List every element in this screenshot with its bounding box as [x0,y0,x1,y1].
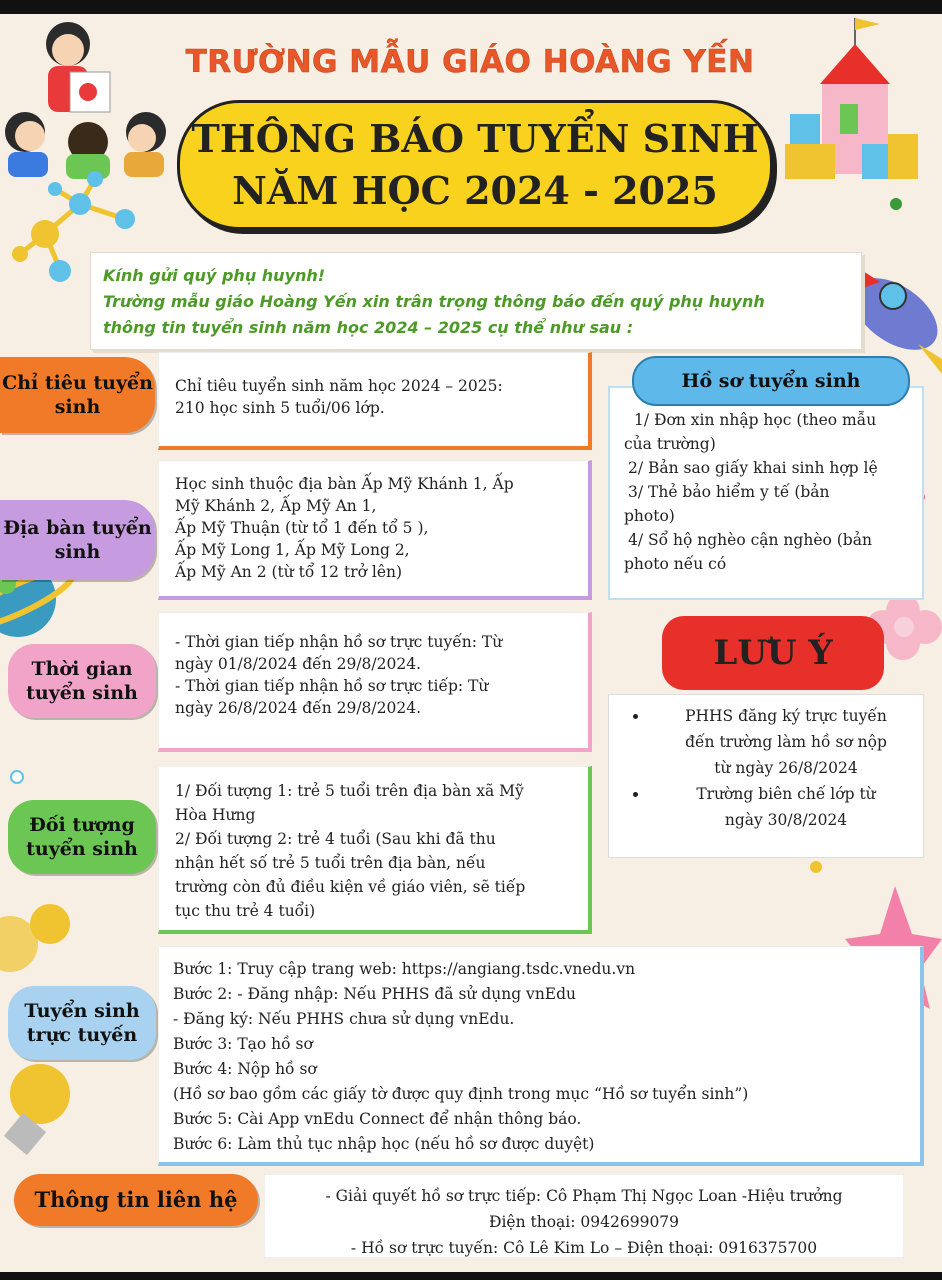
greeting-line-1: Kính gửi quý phụ huynh! [103,266,326,285]
label-dia-ban: Địa bàn tuyển sinh [0,500,155,580]
castle-decoration [785,18,918,179]
box-dia-ban: Học sinh thuộc địa bàn Ấp Mỹ Khánh 1, Ấp Mỹ Khánh 2, Ấp Mỹ An 1, Ấp Mỹ Thuận (từ tổ 1 đến tổ 5 ), Ấp Mỹ Long 1, Ấp Mỹ Long 2, Ấp Mỹ An 2 (từ tổ 12 trở lên) [158,460,592,600]
luu-y-header: LƯU Ý [662,616,884,690]
luu-y-item-1: • PHHS đăng ký trực tuyến đến trường làm hồ sơ nộp từ ngày 26/8/2024 [649,703,923,781]
label-chi-tieu: Chỉ tiêu tuyển sinh [0,357,155,433]
box-doi-tuong: 1/ Đối tượng 1: trẻ 5 tuổi trên địa bàn xã Mỹ Hòa Hưng 2/ Đối tượng 2: trẻ 4 tuổi (Sau khi đã thu nhận hết số trẻ 5 tuổi trên địa bàn, nếu trường còn đủ điều kiện về giáo viên, sẽ tiếp tục thu trẻ 4 tuổi) [158,766,592,934]
title-banner [177,100,773,230]
box-ho-so: 1/ Đơn xin nhập học (theo mẫu của trường) 2/ Bản sao giấy khai sinh hợp lệ 3/ Thẻ bảo hiểm y tế (bản photo) 4/ Sổ hộ nghèo cận nghèo (bản photo nếu có [608,386,924,600]
box-thoi-gian: - Thời gian tiếp nhận hồ sơ trực tuyến: Từ ngày 01/8/2024 đến 29/8/2024. - Thời gian tiếp nhận hồ sơ trực tiếp: Từ ngày 26/8/2024 đến 29/8/2024. [158,612,592,752]
greeting-box [90,252,862,350]
lightbulb-decoration [4,1064,70,1155]
label-thoi-gian: Thời gian tuyển sinh [8,644,156,718]
box-luu-y [608,694,924,858]
poster [0,14,942,1272]
greeting-line-2: Trường mẫu giáo Hoàng Yến xin trân trọng thông báo đến quý phụ huynh [103,292,765,311]
box-truc-tuyen: Bước 1: Truy cập trang web: https://angiang.tsdc.vnedu.vn Bước 2: - Đăng nhập: Nếu PHHS đã sử dụng vnEdu - Đăng ký: Nếu PHHS chưa sử dụng vnEdu. Bước 3: Tạo hồ sơ Bước 4: Nộp hồ sơ (Hồ sơ bao gồm các giấy tờ được quy định trong mục “Hồ sơ tuyển sinh”) Bước 5: Cài App vnEdu Connect để nhận thông báo. Bước 6: Làm thủ tục nhập học (nếu hồ sơ được duyệt) [158,946,924,1166]
box-chi-tieu: Chỉ tiêu tuyển sinh năm học 2024 – 2025: 210 học sinh 5 tuổi/06 lớp. [158,352,592,450]
ho-so-header: Hồ sơ tuyển sinh [632,356,910,406]
label-doi-tuong: Đối tượng tuyển sinh [8,800,156,874]
box-lien-he: - Giải quyết hồ sơ trực tiếp: Cô Phạm Thị Ngọc Loan -Hiệu trưởng Điện thoại: 0942699079 - Hồ sơ trực tuyến: Cô Lê Kim Lo – Điện thoại: 0916375700 [264,1174,904,1258]
title-line-2: NĂM HỌC 2024 - 2025 [232,168,718,213]
luu-y-item-2: • Trường biên chế lớp từ ngày 30/8/2024 [649,781,923,833]
teacher-children-illustration [5,22,166,179]
title-line-1: THÔNG BÁO TUYỂN SINH [191,116,759,161]
school-name: TRƯỜNG MẪU GIÁO HOÀNG YẾN [185,44,755,80]
label-lien-he: Thông tin liên hệ [14,1174,258,1226]
greeting-line-3: thông tin tuyển sinh năm học 2024 – 2025 cụ thể như sau : [103,318,634,337]
label-truc-tuyen: Tuyển sinh trực tuyến [8,986,156,1060]
